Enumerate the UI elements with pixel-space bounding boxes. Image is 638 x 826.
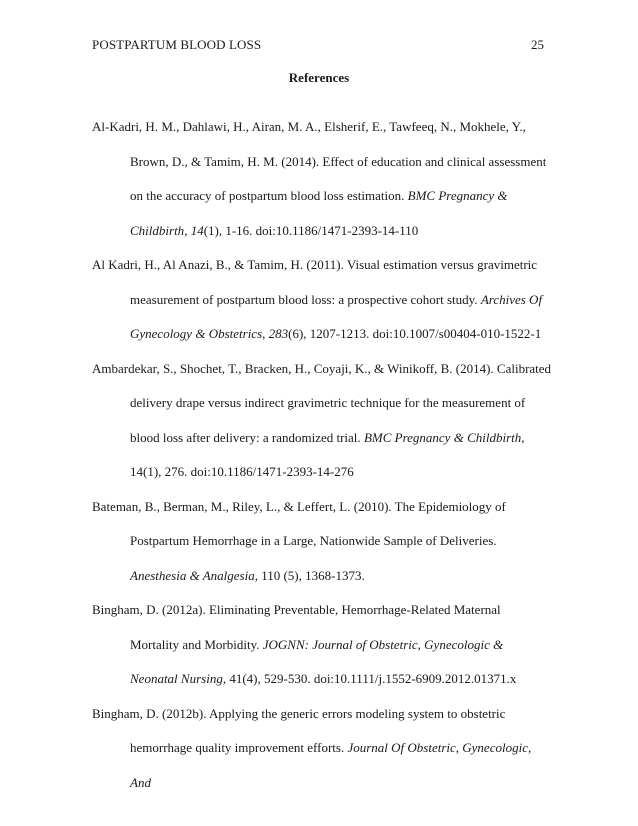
reference-entry: Ambardekar, S., Shochet, T., Bracken, H., Coyaji, K., & Winikoff, B. (2014). Calibrated delivery drape versus indirect gravimetric technique for the measurement of blood loss after delivery: a randomized trial. BMC Pregnancy & Childbirth, 14(1), 276. doi:10.1186/1471-2393-14-276 [92,360,552,479]
reference-entry: Bateman, B., Berman, M., Riley, L., & Leffert, L. (2010). The Epidemiology of Postpartum Hemorrhage in a Large, Nationwide Sample of Deliveries. Anesthesia & Analgesia, 110 (5), 1368-1373. [92,498,506,583]
reference-entry: Al Kadri, H., Al Anazi, B., & Tamim, H. (2011). Visual estimation versus gravimetric measurement of postpartum blood loss: a prospective cohort study. Archives Of Gynecology & Obstetrics, 283(6), 1207-1213. doi:10.1007/s00404-010-1522-1 [92,257,543,341]
reference-entry: Al-Kadri, H. M., Dahlawi, H., Airan, M. A., Elsherif, E., Tawfeeq, N., Mokhele, Y., Brown, D., & Tamim, H. M. (2014). Effect of education and clinical assessment on the accuracy of postpartum blood loss estimation. BMC Pregnancy & Childbirth, 14(1), 1-16. doi:10.1186/1471-2393-14-110 [92,119,547,238]
running-head: POSTPARTUM BLOOD LOSS [92,37,262,52]
section-title: References [288,70,350,85]
reference-list [92,110,552,800]
reference-entry: Bingham, D. (2012b). Applying the generic errors modeling system to obstetric hemorrhage quality improvement efforts. Journal Of Obstetric, Gynecologic, And [92,705,532,790]
page-number: 25 [531,37,544,52]
reference-entry: Bingham, D. (2012a). Eliminating Preventable, Hemorrhage-Related Maternal Mortality and Morbidity. JOGNN: Journal of Obstetric, Gynecologic & Neonatal Nursing, 41(4), 529-530. doi:10.1111/j.1552-6909.2012.01371.x [92,602,517,686]
